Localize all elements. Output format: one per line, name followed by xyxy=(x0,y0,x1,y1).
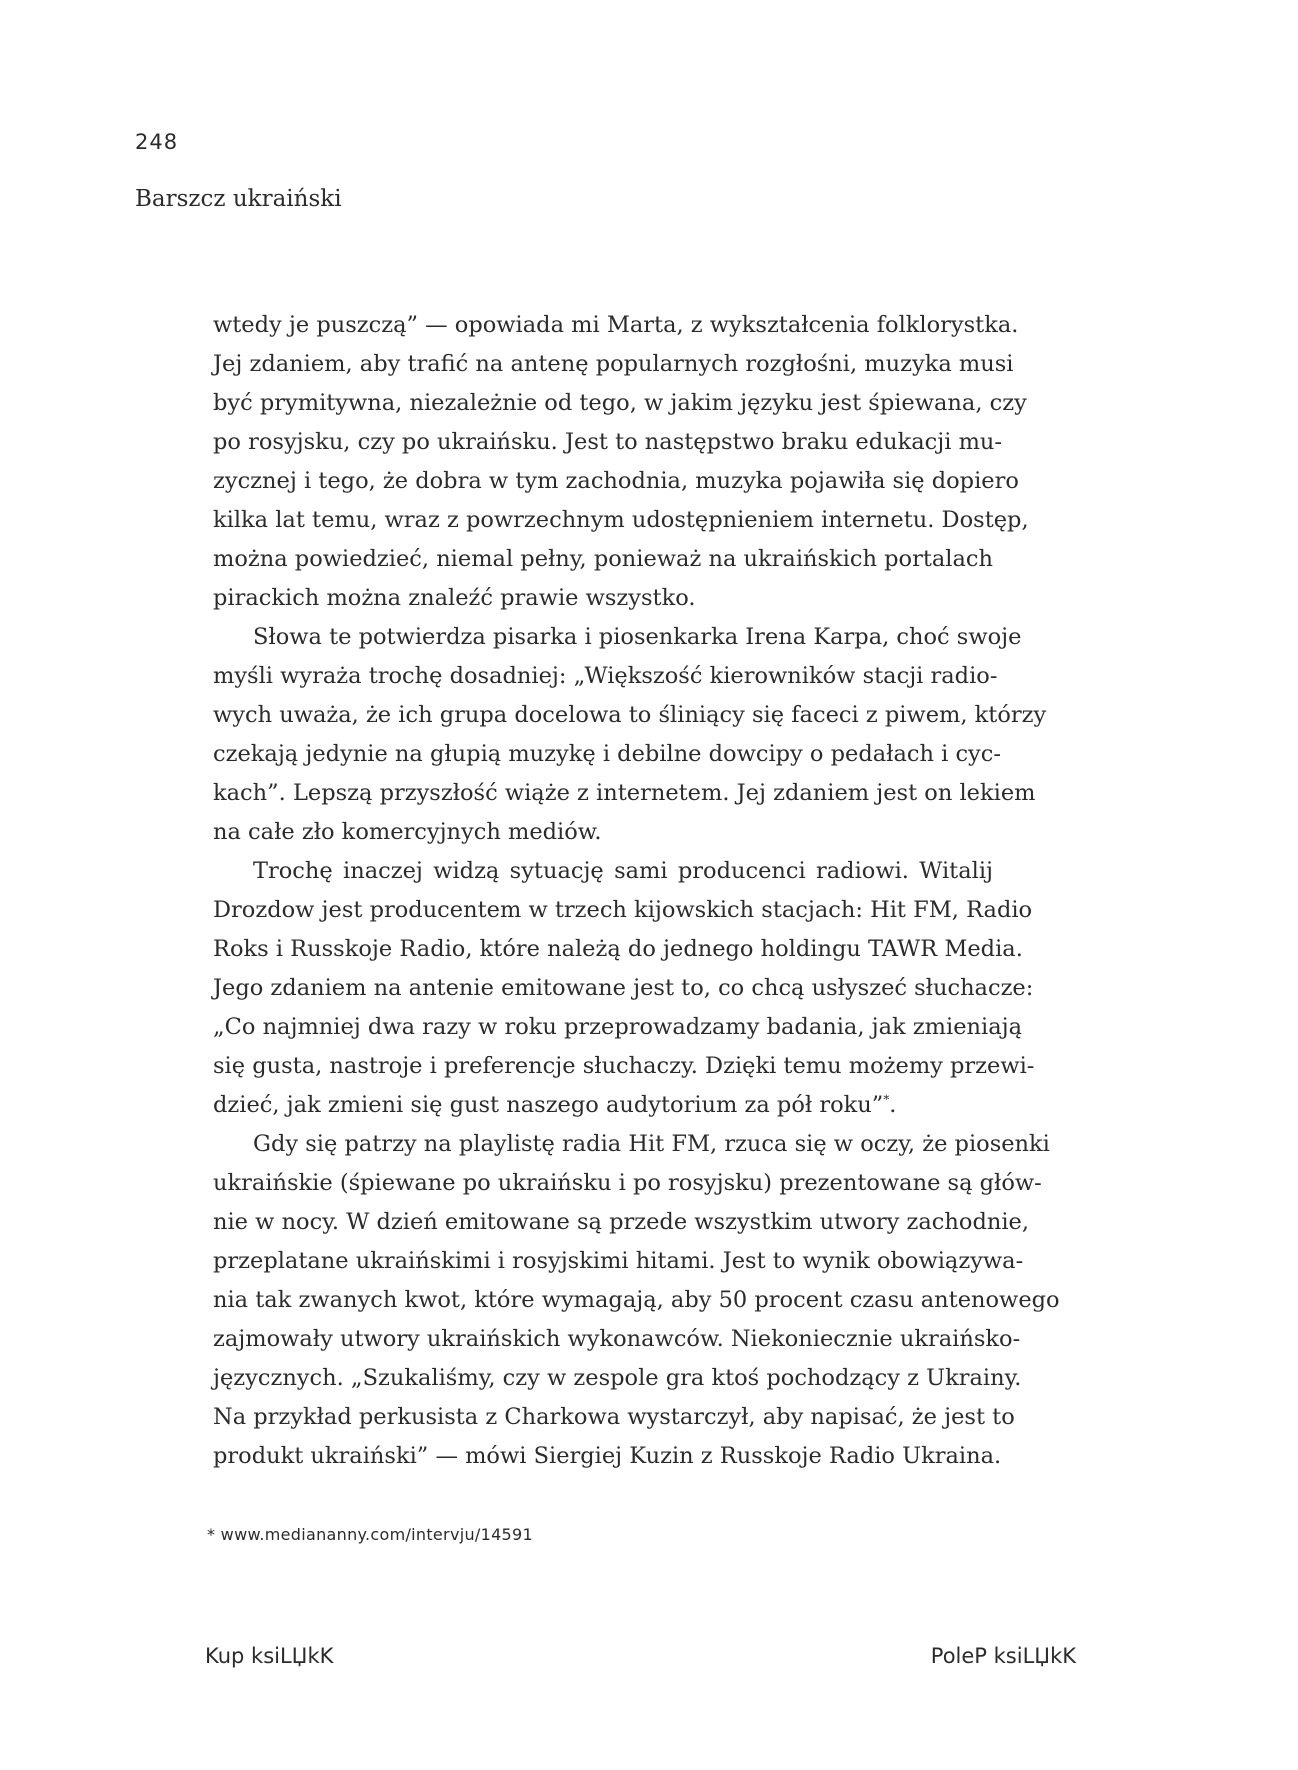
text-line: czekają jedynie na głupią muzykę i debilne dowcipy o pedałach i cyc- xyxy=(213,741,1001,767)
text-line: Słowa te potwierdza pisarka i piosenkarka Irena Karpa, choć swoje xyxy=(253,624,1022,650)
text-line: zajmowały utwory ukraińskich wykonawców. Niekoniecznie ukraińsko- xyxy=(213,1326,1021,1352)
text-line: Gdy się patrzy na playlistę radia Hit FM, rzuca się w oczy, że piosenki xyxy=(253,1131,1050,1157)
text-line: Jego zdaniem na antenie emitowane jest to, co chcą usłyszeć słuchacze: xyxy=(213,975,1034,1001)
text-line: wtedy je puszczą” — opowiada mi Marta, z wykształcenia folklorystka. xyxy=(213,312,1019,338)
page-number: 248 xyxy=(135,130,179,154)
footer-buy-book-link[interactable]: Kup ksiLЏkK xyxy=(205,1644,334,1668)
text-line: Na przykład perkusista z Charkowa wystarczył, aby napisać, że jest to xyxy=(213,1404,1015,1430)
text-line: Jej zdaniem, aby trafić na antenę popularnych rozgłośni, muzyka musi xyxy=(213,351,1014,377)
text-line: nia tak zwanych kwot, które wymagają, aby 50 procent czasu antenowego xyxy=(213,1287,1060,1313)
footnote: * www.mediananny.com/intervju/14591 xyxy=(207,1525,533,1544)
text-line: zycznej i tego, że dobra w tym zachodnia, muzyka pojawiła się dopiero xyxy=(213,468,1019,494)
text-line-with-footnote xyxy=(213,1086,993,1125)
text-line: wych uważa, że ich grupa docelowa to śliniący się faceci z piwem, którzy xyxy=(213,702,1047,728)
text-line: kach”. Lepszą przyszłość wiąże z internetem. Jej zdaniem jest on lekiem xyxy=(213,780,1036,806)
text-line: „Co najmniej dwa razy w roku przeprowadzamy badania, jak zmieniają xyxy=(213,1014,1023,1040)
text-line: nie w nocy. W dzień emitowane są przede wszystkim utwory zachodnie, xyxy=(213,1209,1029,1235)
text-line: na całe zło komercyjnych mediów. xyxy=(213,819,602,845)
footer-recommend-book-link[interactable]: PoleP ksiLЏkK xyxy=(930,1644,1076,1668)
text-line: myśli wyraża trochę dosadniej: „Większość kierowników stacji radio- xyxy=(213,663,998,689)
text-line: przeplatane ukraińskimi i rosyjskimi hitami. Jest to wynik obowiązywa- xyxy=(213,1248,1024,1274)
footnote-reference: * xyxy=(883,1092,890,1107)
text-line: się gusta, nastroje i preferencje słuchaczy. Dzięki temu możemy przewi- xyxy=(213,1053,1035,1079)
running-head: Barszcz ukraiński xyxy=(135,186,342,212)
text-line: produkt ukraiński” — mówi Siergiej Kuzin z Russkoje Radio Ukraina. xyxy=(213,1443,1002,1469)
text-line: być prymitywna, niezależnie od tego, w jakim języku jest śpiewana, czy xyxy=(213,390,1027,416)
text-line: pirackich można znaleźć prawie wszystko. xyxy=(213,585,696,611)
text-line: języcznych. „Szukaliśmy, czy w zespole gra ktoś pochodzący z Ukrainy. xyxy=(213,1365,1022,1391)
text-line: Roks i Russkoje Radio, które należą do jednego holdingu TAWR Media. xyxy=(213,936,1023,962)
text-line: ukraińskie (śpiewane po ukraińsku i po rosyjsku) prezentowane są głów- xyxy=(213,1170,1042,1196)
text-line: Drozdow jest producentem w trzech kijowskich stacjach: Hit FM, Radio xyxy=(213,897,1033,923)
text-line: po rosyjsku, czy po ukraińsku. Jest to następstwo braku edukacji mu- xyxy=(213,429,1003,455)
text-line: Trochę inaczej widzą sytuację sami producenci radiowi. Witalij xyxy=(253,858,993,884)
body-text xyxy=(213,306,1060,1476)
text-line: kilka lat temu, wraz z powrzechnym udostępnieniem internetu. Dostęp, xyxy=(213,507,1029,533)
text-line: można powiedzieć, niemal pełny, ponieważ na ukraińskich portalach xyxy=(213,546,993,572)
text-line-tail: . xyxy=(889,1092,897,1118)
text-line-body: dzieć, jak zmieni się gust naszego audytorium za pół roku” xyxy=(213,1092,884,1118)
